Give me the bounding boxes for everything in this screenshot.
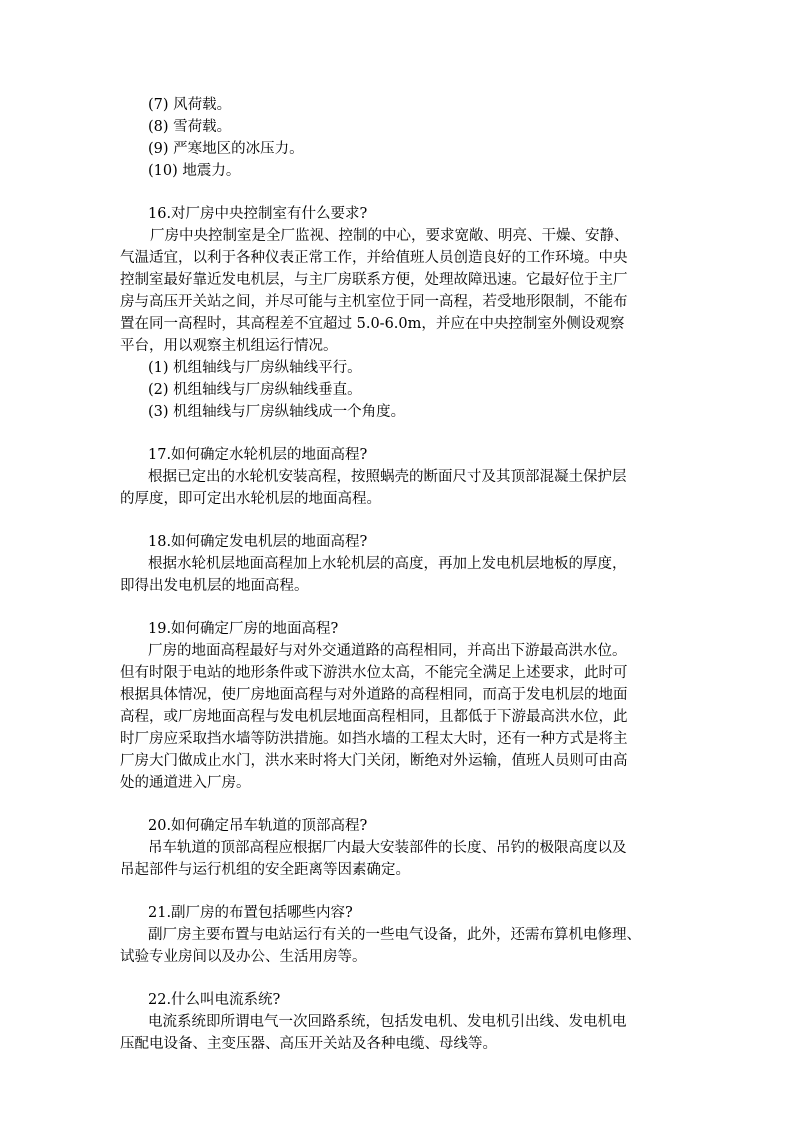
answer-line: 吊车轨道的顶部高程应根据厂内最大安装部件的长度、吊钓的极限高度以及	[148, 840, 627, 856]
qa-section-20	[120, 815, 680, 881]
document-page	[120, 94, 680, 1055]
qa-section-19	[120, 618, 680, 794]
list-item: (9) 严寒地区的冰压力。	[148, 141, 304, 157]
qa-section-16	[120, 203, 680, 423]
answer-line: 副厂房主要布置与电站运行有关的一些电气设备，此外，还需布算机电修理、	[148, 927, 641, 943]
answer-line: 时厂房应采取挡水墙等防洪措施。如挡水墙的工程太大时，还有一种方式是将主	[120, 731, 628, 747]
answer-line: 根据已定出的水轮机安装高程，按照蜗壳的断面尺寸及其顶部混凝土保护层	[148, 469, 627, 485]
answer-line: 压配电设备、主变压器、高压开关站及各种电缆、母线等。	[120, 1036, 497, 1052]
answer-line: 电流系统即所谓电气一次回路系统，包括发电机、发电机引出线、发电机电	[148, 1014, 627, 1030]
answer-line: 即得出发电机层的地面高程。	[120, 578, 309, 594]
question-heading: 17.如何确定水轮机层的地面高程?	[148, 447, 368, 463]
answer-line: 根据具体情况，使厂房地面高程与对外道路的高程相同，而高于发电机层的地面	[120, 687, 628, 703]
answer-line: 的厚度，即可定出水轮机层的地面高程。	[120, 491, 381, 507]
list-item: (1) 机组轴线与厂房纵轴线平行。	[148, 360, 362, 376]
answer-line: 吊起部件与运行机组的安全距离等因素确定。	[120, 862, 410, 878]
answer-line: 控制室最好靠近发电机层，与主厂房联系方便，处理故障迅速。它最好位于主厂	[120, 272, 628, 288]
answer-line: 高程，或厂房地面高程与发电机层地面高程相同，且都低于下游最高洪水位，此	[120, 709, 628, 725]
list-item: (10) 地震力。	[148, 163, 241, 179]
answer-line: 处的通道进入厂房。	[120, 775, 251, 791]
qa-section-22	[120, 989, 680, 1055]
answer-line: 厂房的地面高程最好与对外交通道路的高程相同，并高出下游最高洪水位。	[148, 643, 627, 659]
question-heading: 22.什么叫电流系统?	[148, 992, 281, 1008]
answer-line: 平台，用以观察主机组运行情况。	[120, 338, 338, 354]
question-heading: 19.如何确定厂房的地面高程?	[148, 621, 339, 637]
qa-section-17	[120, 444, 680, 510]
answer-line: 房与高压开关站之间，并尽可能与主机室位于同一高程，若受地形限制，不能布	[120, 294, 628, 310]
question-heading: 18.如何确定发电机层的地面高程?	[148, 534, 368, 550]
question-heading: 16.对厂房中央控制室有什么要求?	[148, 206, 368, 222]
answer-line: 试验专业房间以及办公、生活用房等。	[120, 949, 367, 965]
list-item: (2) 机组轴线与厂房纵轴线垂直。	[148, 382, 362, 398]
answer-line: 但有时限于电站的地形条件或下游洪水位太高，不能完全满足上述要求，此时可	[120, 665, 628, 681]
list-item: (7) 风荷载。	[148, 97, 232, 113]
list-item: (3) 机组轴线与厂房纵轴线成一个角度。	[148, 404, 406, 420]
answer-line: 厂房中央控制室是全厂监视、控制的中心，要求宽敞、明亮、干燥、安静、	[150, 228, 629, 244]
answer-line: 气温适宜，以利于各种仪表正常工作，并给值班人员创造良好的工作环境。中央	[120, 250, 628, 266]
question-heading: 21.副厂房的布置包括哪些内容?	[148, 905, 353, 921]
answer-line: 根据水轮机层地面高程加上水轮机层的高度，再加上发电机层地板的厚度，	[148, 556, 627, 572]
list-item: (8) 雪荷载。	[148, 119, 232, 135]
answer-line: 置在同一高程时，其高程差不宜超过 5.0-6.0m，并应在中央控制室外侧设观察	[120, 316, 625, 332]
qa-section-21	[120, 902, 680, 968]
question-heading: 20.如何确定吊车轨道的顶部高程?	[148, 818, 368, 834]
qa-section-18	[120, 531, 680, 597]
answer-line: 厂房大门做成止水门，洪水来时将大门关闭，断绝对外运输，值班人员则可由高	[120, 753, 628, 769]
